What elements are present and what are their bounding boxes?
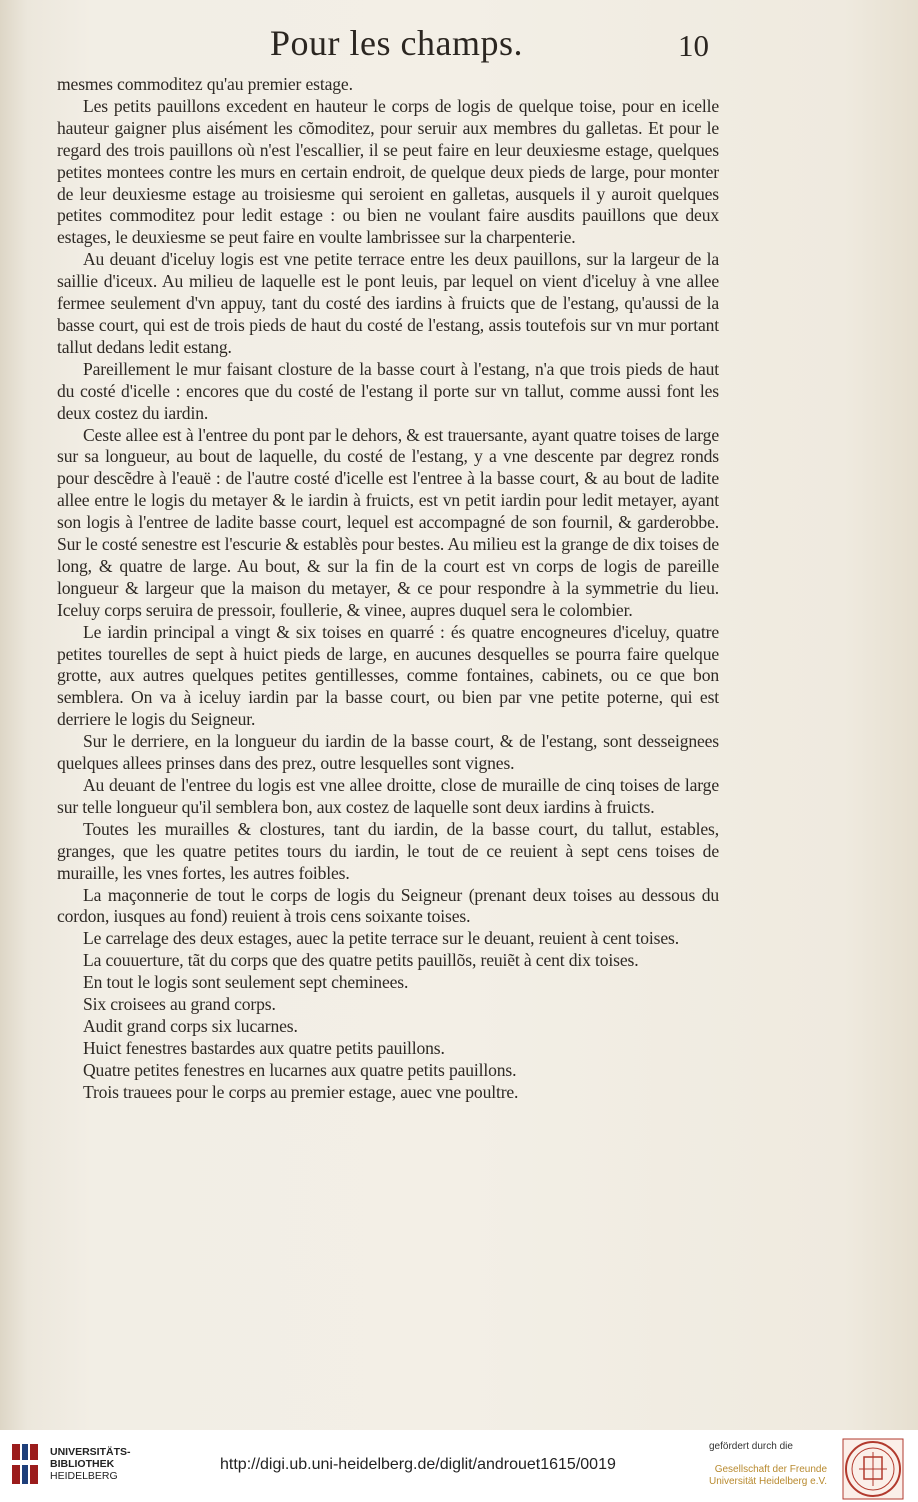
folio-number: 10 <box>678 28 709 63</box>
permalink-url[interactable]: http://digi.ub.uni-heidelberg.de/diglit/androuet1615/0019 <box>220 1456 616 1473</box>
sponsor-line-2: Universität Heidelberg e.V. <box>708 1476 827 1487</box>
paragraph: En tout le logis sont seulement sept cheminees. <box>83 972 409 993</box>
paragraph: Ceste allee est à l'entree du pont par le dehors, & est trauersante, ayant quatre toises de large sur sa longueur, au bout de laquelle, du costé de l'estang, y a vne descente par degrez ronds pour descẽdre à l'eauë : de l'autre costé d'icelle est l'entree à la basse court, & au bout de ladite allee entre le logis du metayer & le iardin à fruicts, est vn petit iardin pour ledit metayer, ayant son logis à l'entree de ladite basse court, lequel est accompagné de son fournil, & garderobbe. Sur le costé senestre est l'escurie & establès pour bestes. Au milieu est la grange de dix toises de long, & quatre de large. Au bout, & sur la fin de la court est vn corps de logis de pareille longueur & largeur que la maison du metayer, & ce pour respondre à la symmetrie du lieu. Iceluy corps seruira de pressoir, foullerie, & vinee, aupres duquel sera le colombier. <box>57 424 719 620</box>
sponsor-line-1: Gesellschaft der Freunde <box>714 1464 827 1475</box>
paragraph: Le iardin principal a vingt & six toises en quarré : és quatre encogneures d'iceluy, quatre petites tourelles de sept à huict pieds de large, en aucunes desquelles se pourra faire quelque grotte, aux autres quelques petites gentillesses, comme fontaines, cabinets, ou ce que bon semblera. On va à iceluy iardin par la basse court, ou bien par vne petite poterne, qui est derriere le logis du Seigneur. <box>57 621 719 730</box>
paragraph: Toutes les murailles & clostures, tant du iardin, de la basse court, du tallut, estables, granges, que les quatre petites tours du iardin, le tout de ce reuient à sept cens toises de muraille, les vnes fortes, les autres foibles. <box>57 818 719 883</box>
paragraph: mesmes commoditez qu'au premier estage. <box>57 74 353 94</box>
paragraph: Six croisees au grand corps. <box>83 994 276 1015</box>
library-line-1: UNIVERSITÄTS- <box>50 1446 131 1458</box>
ub-heidelberg-logo-icon[interactable] <box>10 1442 40 1486</box>
library-name[interactable] <box>50 1446 131 1482</box>
library-line-3: HEIDELBERG <box>50 1470 118 1482</box>
page-header <box>0 22 918 72</box>
paragraph: Pareillement le mur faisant closture de la basse court à l'estang, n'a que trois pieds de haut du costé d'icelle : encores que du costé de l'estang il porte sur vn tallut, comme aussi font les deux costez du iardin. <box>57 358 719 423</box>
library-line-2: BIBLIOTHEK <box>50 1458 115 1470</box>
paragraph: Quatre petites fenestres en lucarnes aux quatre petits pauillons. <box>83 1059 517 1080</box>
running-title: Pour les champs. <box>270 23 523 63</box>
paragraph: Huict fenestres bastardes aux quatre petits pauillons. <box>83 1037 445 1058</box>
paragraph: Au deuant d'iceluy logis est vne petite terrace entre les deux pauillons, sur la largeur de la saillie d'iceux. Au milieu de laquelle est le pont leuis, par lequel on vient d'iceluy à vne allee fermee seulement d'vn appuy, tant du costé des iardins à fruicts que de l'estang, qu'aussi de la basse court, qui est de trois pieds de haut du costé de l'estang, assis toutefois sur vn mur portant tallut dedans ledit estang. <box>57 249 719 357</box>
paragraph: Au deuant de l'entree du logis est vne allee droitte, close de muraille de cinq toises de large sur telle longueur qu'il semblera bon, aux costez de laquelle sont deux iardins à fruicts. <box>57 775 719 817</box>
viewer-footer <box>0 1430 918 1502</box>
university-seal-icon[interactable] <box>842 1438 904 1500</box>
paragraph: Trois trauees pour le corps au premier estage, auec vne poultre. <box>83 1081 519 1102</box>
paragraph: Le carrelage des deux estages, auec la petite terrace sur le deuant, reuient à cent toises. <box>83 928 679 949</box>
body-text <box>57 74 719 1104</box>
sponsor-name[interactable] <box>697 1464 827 1488</box>
paragraph: La couuerture, tãt du corps que des quatre petits pauillõs, reuiẽt à cent dix toises. <box>83 950 639 971</box>
paragraph: La maçonnerie de tout le corps de logis du Seigneur (prenant deux toises au dessous du cordon, iusques au fond) reuient à trois cens soixante toises. <box>57 884 719 927</box>
paragraph: Les petits pauillons excedent en hauteur le corps de logis de quelque toise, pour en icelle hauteur gaigner plus aisément les cõmoditez, pour seruir aux membres du galletas. Et pour le regard des trois pauillons où n'est l'escallier, il se peut faire en leur deuxiesme estage, quelques petites montees contre les murs en certain endroit, de quelque deux pieds de large, pour monter de leur deuxiesme estage au troisiesme qui seroient en galletas, ausquels il y auroit quelques petites commoditez pour ledit estage : ou bien ne voulant faire ausdits pauillons que deux estages, le deuxiesme se peut faire en voulte lambrissee sur la charpenterie. <box>57 95 719 248</box>
paragraph: Sur le derriere, en la longueur du iardin de la basse court, & de l'estang, sont desseignees quelques allees prinses dans des prez, outre lesquelles sont vignes. <box>57 731 719 774</box>
paragraph: Audit grand corps six lucarnes. <box>83 1015 298 1036</box>
sponsor-note: gefördert durch die <box>709 1441 793 1452</box>
